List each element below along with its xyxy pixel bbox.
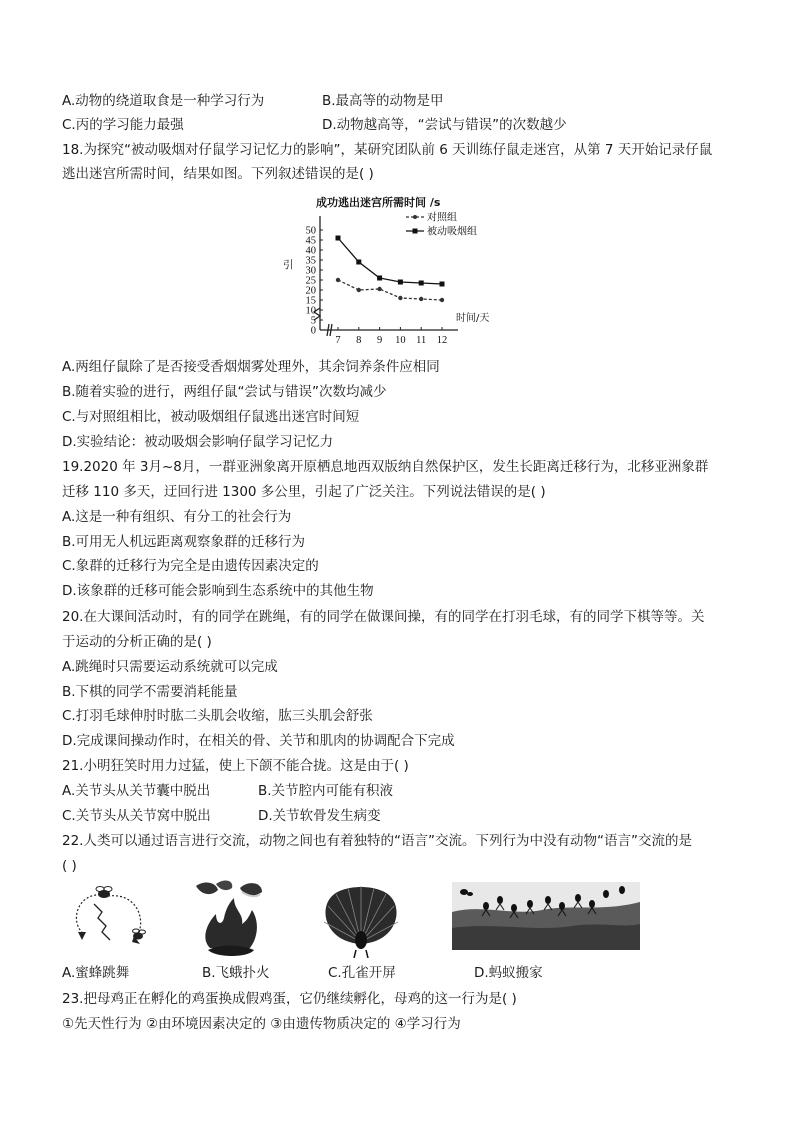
- q21-stem: 21.小明狂笑时用力过猛，使上下颌不能合拢。这是由于( ): [62, 758, 409, 774]
- q22-option-c: C.孔雀开屏: [328, 965, 396, 981]
- y-tick-label: 25: [305, 275, 316, 287]
- q19-stem-line2: 迁移 110 多天，迂回行进 1300 多公里，引起了广泛关注。下列说法错误的是( ): [62, 484, 546, 500]
- y-tick-label: 20: [305, 285, 316, 297]
- y-axis-mark: 引: [283, 260, 294, 271]
- q22-stem-line2: ( ): [62, 858, 77, 874]
- q20-option-c: C.打羽毛球伸肘时肱二头肌会收缩，肱三头肌会舒张: [62, 708, 373, 724]
- bee-dance-figure: [64, 882, 154, 958]
- y-tick-label: 45: [305, 235, 316, 247]
- q20-stem-line1: 20.在大课间活动时，有的同学在跳绳，有的同学在做课间操，有的同学在打羽毛球，有的同学下棋等等。关: [62, 609, 705, 625]
- q18-option-b: B.随着实验的进行，两组仔鼠“尝试与错误”次数均减少: [62, 384, 387, 400]
- data-point: [377, 287, 381, 291]
- x-tick-label: 11: [416, 335, 427, 346]
- maze-time-line-chart: [280, 188, 520, 348]
- q22-option-b: B.飞蛾扑火: [202, 965, 270, 981]
- q19-option-a: A.这是一种有组织、有分工的社会行为: [62, 509, 292, 525]
- q19-option-c: C.象群的迁移行为完全是由遗传因素决定的: [62, 558, 319, 574]
- q17-option-c: C.丙的学习能力最强: [62, 117, 184, 133]
- data-point: [419, 281, 424, 286]
- chart-title: 成功逃出迷宫所需时间 /s: [316, 196, 441, 209]
- data-point: [356, 260, 361, 265]
- q20-option-d: D.完成课间操动作时，在相关的骨、关节和肌肉的协调配合下完成: [62, 733, 455, 749]
- q20-option-a: A.跳绳时只需要运动系统就可以完成: [62, 659, 278, 675]
- x-tick-label: 8: [356, 335, 362, 346]
- data-point: [440, 282, 445, 287]
- x-tick-label: 10: [395, 335, 406, 346]
- q18-option-a: A.两组仔鼠除了是否接受香烟烟雾处理外，其余饲养条件应相同: [62, 359, 440, 375]
- ants-moving-figure: [452, 882, 640, 950]
- q18-option-d: D.实验结论：被动吸烟会影响仔鼠学习记忆力: [62, 434, 334, 450]
- q20-option-b: B.下棋的同学不需要消耗能量: [62, 684, 238, 700]
- legend-label: 对照组: [427, 212, 457, 224]
- legend-marker: [413, 215, 417, 219]
- q19-stem-line1: 19.2020 年 3月~8月，一群亚洲象离开原栖息地西双版纳自然保护区，发生长距离迁移行为，北移亚洲象群: [62, 459, 709, 475]
- q22-option-d: D.蚂蚁搬家: [474, 965, 543, 981]
- x-tick-label: 9: [376, 335, 383, 346]
- y-tick-label: 30: [305, 265, 316, 277]
- q21-option-c: C.关节头从关节窝中脱出: [62, 808, 211, 824]
- q19-option-b: B.可用无人机远距离观察象群的迁移行为: [62, 534, 306, 550]
- q17-option-b: B.最高等的动物是甲: [322, 93, 444, 109]
- y-tick-label: 10: [305, 305, 316, 317]
- q18-stem-line2: 逃出迷宫所需时间，结果如图。下列叙述错误的是( ): [62, 166, 374, 182]
- q18-stem-line1: 18.为探究“被动吸烟对仔鼠学习记忆力的影响”，某研究团队前 6 天训练仔鼠走迷宫，从第 7 天开始记录仔鼠: [62, 142, 713, 158]
- data-point: [419, 297, 423, 301]
- data-point: [357, 288, 361, 292]
- data-point: [336, 236, 341, 241]
- x-tick-label: 12: [436, 335, 448, 346]
- legend-marker: [413, 229, 418, 234]
- y-tick-label: 5: [310, 315, 316, 327]
- legend-label: 被动吸烟组: [427, 226, 477, 238]
- moth-flame-figure: [190, 878, 270, 960]
- peacock-figure: [318, 882, 404, 958]
- q23-statements: ①先天性行为 ②由环境因素决定的 ③由遗传物质决定的 ④学习行为: [62, 1016, 461, 1032]
- y-tick-label: 15: [305, 295, 316, 307]
- bee-icon: [133, 929, 146, 940]
- y-tick-label: 40: [305, 245, 316, 257]
- data-point: [336, 278, 340, 282]
- data-point: [398, 296, 402, 300]
- q21-option-a: A.关节头从关节囊中脱出: [62, 783, 211, 799]
- chart-series: [336, 236, 445, 303]
- q21-option-d: D.关节软骨发生病变: [258, 808, 381, 824]
- q22-stem-line1: 22.人类可以通过语言进行交流，动物之间也有着独特的“语言”交流。下列行为中没有动物“语言”交流的是: [62, 833, 692, 849]
- data-point: [377, 276, 382, 281]
- y-tick-label: 0: [310, 325, 316, 337]
- q20-stem-line2: 于运动的分析正确的是( ): [62, 634, 212, 650]
- q19-option-d: D.该象群的迁移可能会影响到生态系统中的其他生物: [62, 583, 374, 599]
- y-tick-label: 35: [305, 255, 316, 267]
- data-point: [440, 298, 444, 302]
- x-axis-label: 时间/天: [456, 313, 490, 324]
- q21-option-b: B.关节腔内可能有积液: [258, 783, 394, 799]
- x-tick-label: 7: [335, 335, 341, 346]
- q17-option-a: A.动物的绕道取食是一种学习行为: [62, 93, 265, 109]
- series-line-2: [338, 238, 442, 284]
- q23-stem: 23.把母鸡正在孵化的鸡蛋换成假鸡蛋，它仍继续孵化，母鸡的这一行为是( ): [62, 991, 517, 1007]
- chart-legend: [406, 211, 477, 238]
- y-tick-label: 50: [305, 225, 316, 237]
- q18-option-c: C.与对照组相比，被动吸烟组仔鼠逃出迷宫时间短: [62, 409, 360, 425]
- q17-option-d: D.动物越高等，“尝试与错误”的次数越少: [322, 117, 567, 133]
- data-point: [398, 280, 403, 285]
- q22-option-a: A.蜜蜂跳舞: [62, 965, 130, 981]
